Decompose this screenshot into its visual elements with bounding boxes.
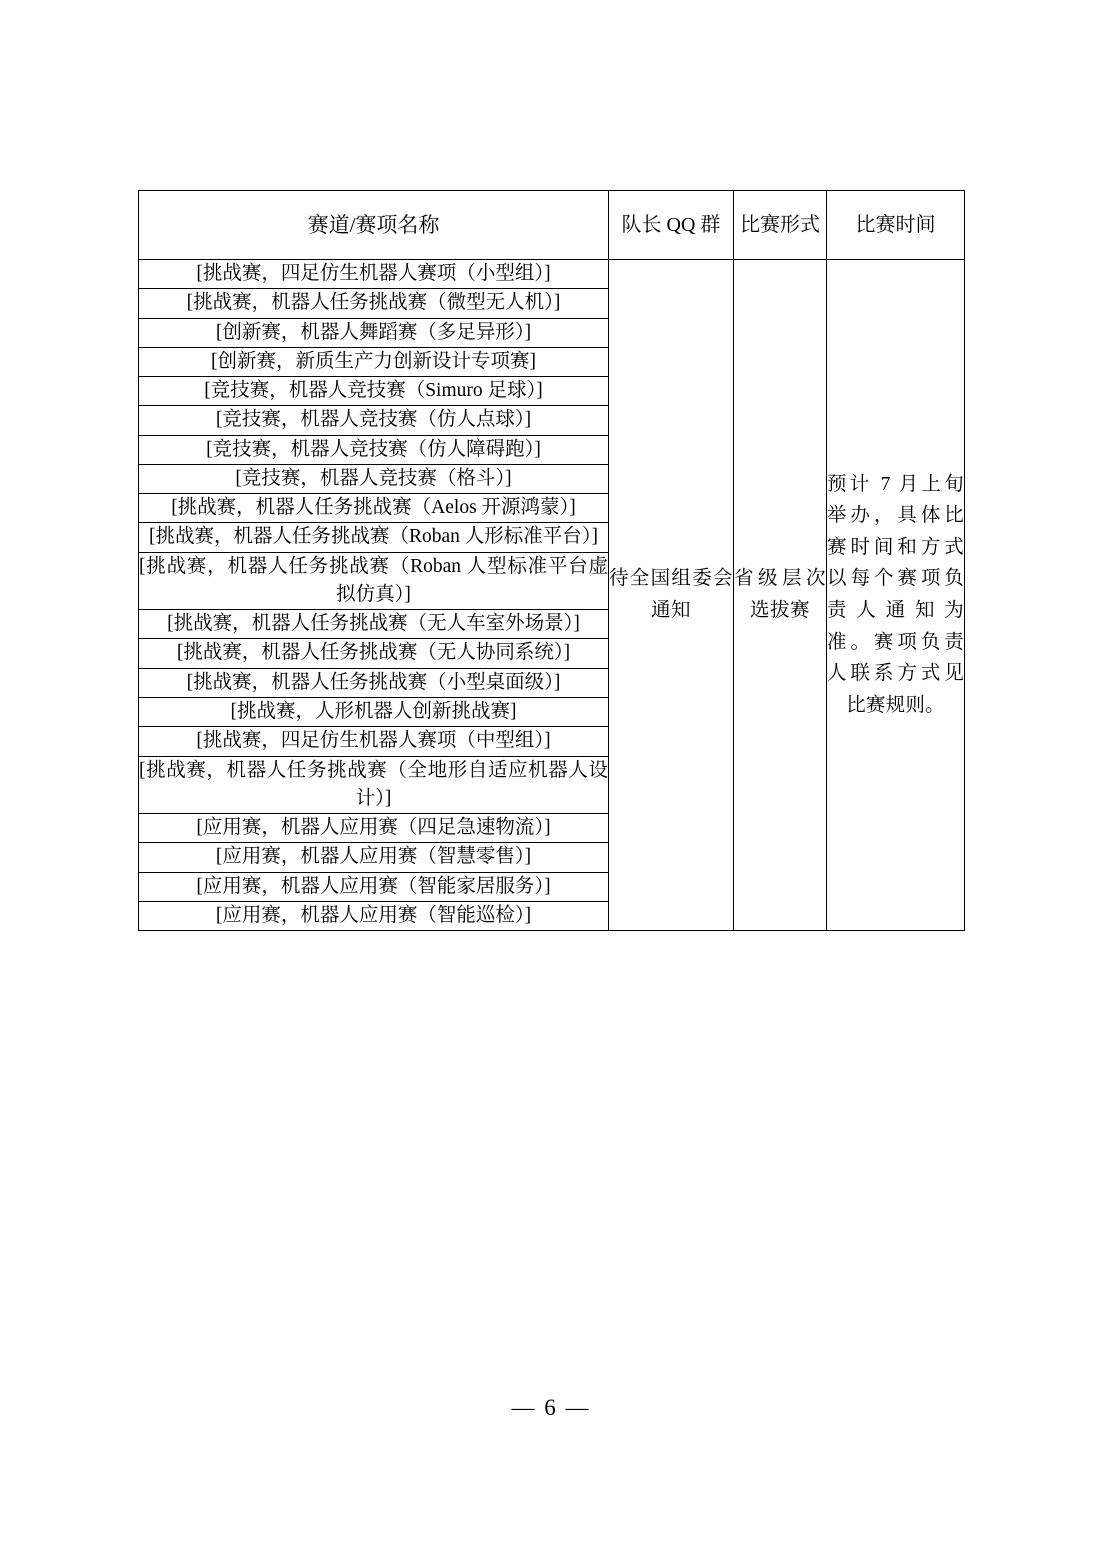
table-header-row (139, 191, 965, 260)
track-name-cell: [挑战赛，机器人任务挑战赛（全地形自适应机器人设计）] (139, 756, 609, 814)
track-name-cell: [应用赛，机器人应用赛（智能家居服务）] (139, 872, 609, 901)
track-name-cell: [挑战赛，机器人任务挑战赛（无人协同系统）] (139, 639, 609, 668)
track-name-cell: [挑战赛，机器人任务挑战赛（Roban 人形标准平台）] (139, 523, 609, 552)
column-header-match-time: 比赛时间 (827, 191, 965, 260)
track-name-cell: [挑战赛，四足仿生机器人赛项（小型组）] (139, 260, 609, 289)
track-name-cell: [应用赛，机器人应用赛（四足急速物流）] (139, 814, 609, 843)
track-name-cell: [应用赛，机器人应用赛（智能巡检）] (139, 901, 609, 930)
qq-group-cell (609, 260, 734, 931)
competition-table-wrapper (138, 190, 964, 931)
column-header-qq-group: 队长 QQ 群 (609, 191, 734, 260)
competition-table (138, 190, 965, 931)
track-name-cell: [挑战赛，人形机器人创新挑战赛] (139, 697, 609, 726)
page-number: — 6 — (511, 1395, 591, 1420)
match-form-cell (734, 260, 827, 931)
track-name-cell: [竞技赛，机器人竞技赛（Simuro 足球）] (139, 377, 609, 406)
track-name-cell: [挑战赛，机器人任务挑战赛（微型无人机）] (139, 289, 609, 318)
track-name-cell: [挑战赛，四足仿生机器人赛项（中型组）] (139, 727, 609, 756)
match-time-text: 预计 7 月上旬举办，具体比赛时间和方式以每个赛项负责人通知为准。赛项负责人联系方式见比赛规则。 (827, 473, 964, 716)
track-name-cell: [创新赛，机器人舞蹈赛（多足异形）] (139, 318, 609, 347)
track-name-cell: [挑战赛，机器人任务挑战赛（小型桌面级）] (139, 668, 609, 697)
track-name-cell: [创新赛，新质生产力创新设计专项赛] (139, 347, 609, 376)
track-name-cell: [竞技赛，机器人竞技赛（仿人障碍跑）] (139, 435, 609, 464)
track-name-cell: [挑战赛，机器人任务挑战赛（无人车室外场景）] (139, 610, 609, 639)
match-form-text: 省级层次选拔赛 (734, 568, 826, 622)
track-name-cell: [挑战赛，机器人任务挑战赛（Aelos 开源鸿蒙）] (139, 494, 609, 523)
column-header-track-name: 赛道/赛项名称 (139, 191, 609, 260)
track-name-cell: [挑战赛，机器人任务挑战赛（Roban 人型标准平台虚拟仿真）] (139, 552, 609, 610)
track-name-cell: [竞技赛，机器人竞技赛（格斗）] (139, 464, 609, 493)
track-name-cell: [应用赛，机器人应用赛（智慧零售）] (139, 843, 609, 872)
column-header-match-form: 比赛形式 (734, 191, 827, 260)
table-row (139, 260, 965, 289)
qq-group-text: 待全国组委会通知 (609, 568, 733, 622)
match-time-cell (827, 260, 965, 931)
track-name-cell: [竞技赛，机器人竞技赛（仿人点球）] (139, 406, 609, 435)
